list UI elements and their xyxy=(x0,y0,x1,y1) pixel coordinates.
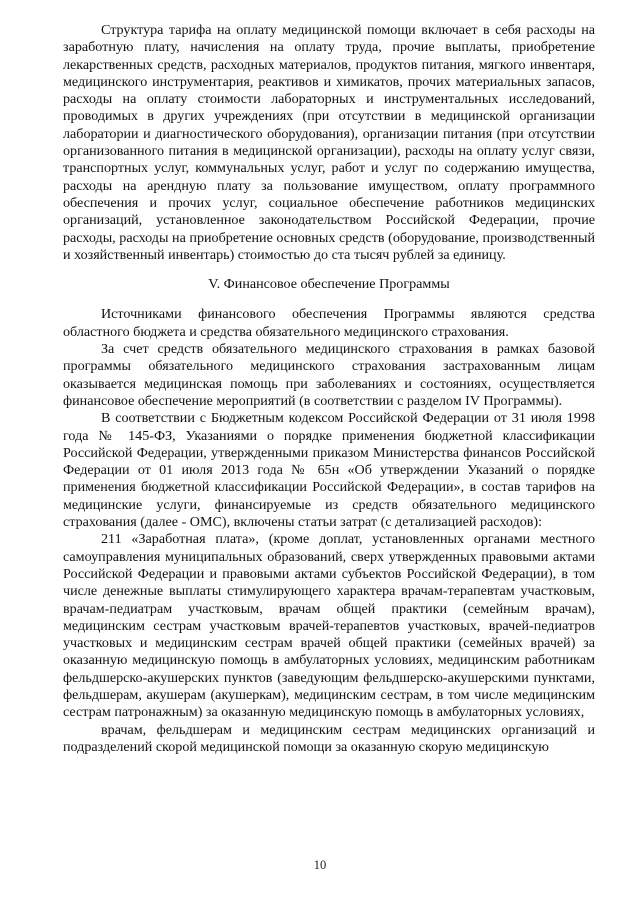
paragraph-budget-code: В соответствии с Бюджетным кодексом Российской Федерации от 31 июля 1998 года № 145-ФЗ, Указаниями о порядке применения бюджетной классификации Российской Федерации, утвержденными приказом Министерства финансов Российской Федерации от 01 июля 2013 года № 65н «Об утверждении Указаний о порядке применения бюджетной классификации Российской Федерации», в состав тарифов на медицинские услуги, финансируемые из средств обязательного медицинского страхования (далее - ОМС), включены статьи затрат (с детализацией расходов): xyxy=(63,410,595,531)
page-number: 10 xyxy=(313,858,327,872)
paragraph-funding-sources: Источниками финансового обеспечения Программы являются средства областного бюджета и средства обязательного медицинского страхования. xyxy=(63,306,595,340)
paragraph-tariff-structure: Структура тарифа на оплату медицинской помощи включает в себя расходы на заработную плату, начисления на оплату труда, прочие выплаты, приобретение лекарственных средств, расходных материалов, продуктов питания, мягкого инвентаря, медицинского инструментария, реактивов и химикатов, прочих материальных запасов, расходы на оплату стоимости лабораторных и инструментальных исследований, проводимых в других учреждениях (при отсутствии в медицинской организации лаборатории и диагностического оборудования), организации питания (при отсутствии организованного питания в медицинской организации), расходы на оплату услуг связи, транспортных услуг, коммунальных услуг, работ и услуг по содержанию имущества, расходы на арендную плату за пользование имуществом, оплату программного обеспечения и прочих услуг, социальное обеспечение работников медицинских организаций, установленное законодательством Российской Федерации, прочие расходы, расходы на приобретение основных средств (оборудование, производственный и хозяйственный инвентарь) стоимостью до ста тысяч рублей за единицу. xyxy=(63,22,595,263)
paragraph-emergency-staff: врачам, фельдшерам и медицинским сестрам медицинских организаций и подразделений скорой медицинской помощи за оказанную скорую медицинскую xyxy=(63,721,595,755)
document-page xyxy=(63,22,595,756)
paragraph-oms-funding: За счет средств обязательного медицинского страхования в рамках базовой программы обязательного медицинского страхования застрахованным лицам оказывается медицинская помощь при заболеваниях и состояниях, осуществляется финансовое обеспечение мероприятий (в соответствии с разделом IV Программы). xyxy=(63,341,595,409)
section-heading: V. Финансовое обеспечение Программы xyxy=(208,276,450,293)
paragraph-article-211: 211 «Заработная плата», (кроме доплат, установленных органами местного самоуправления муниципальных образований, сверх утвержденных правовыми актами Российской Федерации и правовыми актами субъектов Российской Федерации), в том числе денежные выплаты стимулирующего характера врачам-терапевтам участковым, врачам-педиатрам участковым, врачам общей практики (семейным врачам), медицинским сестрам участковым врачей-терапевтов участковых, врачей-педиатров участковых и медицинским сестрам врачей общей практики (семейных врачей) за оказанную медицинскую помощь в амбулаторных условиях, медицинским работникам фельдшерско-акушерских пунктов (заведующим фельдшерско-акушерскими пунктами, фельдшерам, акушерам (акушеркам), медицинским сестрам, в том числе медицинским сестрам патронажным) за оказанную медицинскую помощь в амбулаторных условиях, xyxy=(63,531,595,721)
